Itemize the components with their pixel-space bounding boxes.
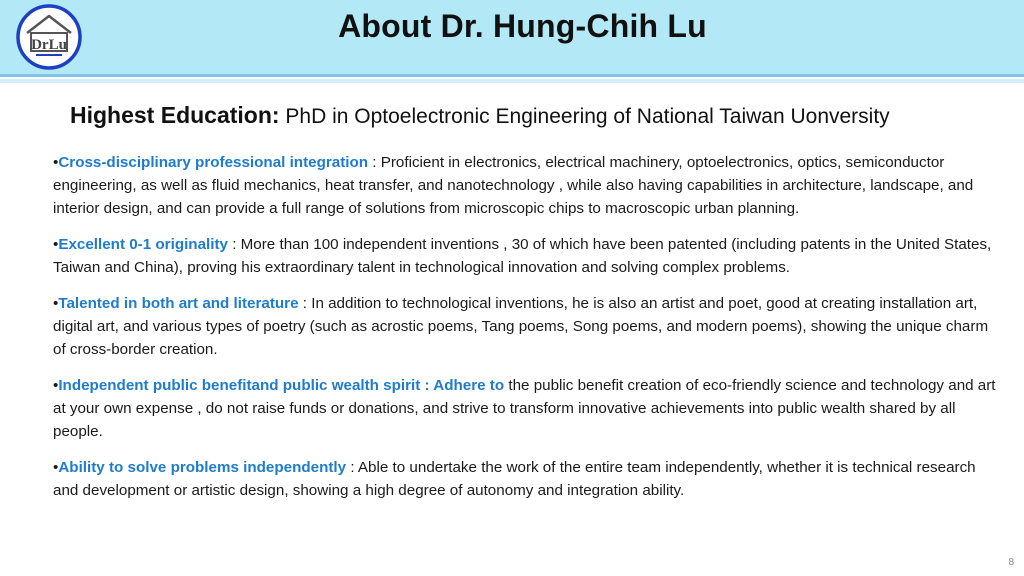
bullet-separator: : [368, 154, 381, 171]
drlu-logo [14, 3, 84, 71]
header-divider [0, 74, 1024, 77]
bullet-heading: Independent public benefitand public wealth spirit : Adhere to [58, 377, 505, 394]
education-line [70, 102, 1000, 129]
bullet-separator: : [298, 295, 312, 312]
logo-text: DrLu [31, 37, 67, 53]
bullet-item: •Cross-disciplinary professional integration : Proficient in electronics, electrical machinery, optoelectronics, optics, semiconductor engineering, as well as fluid mechanics, heat transfer, and nanotechnology , while also having capabilities in architecture, landscape, and interior design, and can provide a full range of solutions from microscopic chips to macroscopic urban planning. [53, 154, 974, 217]
bullet-item: •Talented in both art and literature : In addition to technological inventions, he is also an artist and poet, good at creating installation art, digital art, and various types of poetry (such as acrostic poems, Tang poems, Song poems, and modern poems), showing the unique charm of cross-border creation. [53, 295, 989, 358]
bullet-text: Able to undertake the work of the entire team independently, whether it is technical research and development or artistic design, showing a high degree of autonomy and integration ability. [53, 459, 976, 499]
bullet-item: •Excellent 0-1 originality : More than 100 independent inventions , 30 of which have been patented (including patents in the United States, Taiwan and China), proving his extraordinary talent in technological innovation and solving complex problems. [53, 236, 992, 276]
education-label: Highest Education: [70, 102, 280, 128]
bullet-heading: Excellent 0-1 originality [58, 236, 228, 253]
education-value: PhD in Optoelectronic Engineering of National Taiwan Uonversity [285, 105, 890, 128]
page-number: 8 [1008, 557, 1014, 568]
bullet-item: •Ability to solve problems independently : Able to undertake the work of the entire team independently, whether it is technical research and development or artistic design, showing a high degree of autonomy and integration ability. [53, 459, 976, 499]
bullet-text: More than 100 independent inventions , 30 of which have been patented (including patents in the United States, Taiwan and China), proving his extraordinary talent in technological innovation and solving complex problems. [53, 236, 992, 276]
bullet-heading: Ability to solve problems independently [58, 459, 347, 476]
bullet-list [53, 151, 1003, 515]
bullet-separator: : [227, 236, 241, 253]
bullet-item: •Independent public benefitand public wealth spirit : Adhere to the public benefit creation of eco-friendly science and technology and art at your own expense , do not raise funds or donations, and strive to transform innovative achievements into public wealth shared by all people. [53, 377, 996, 440]
page-title: About Dr. Hung-Chih Lu [338, 8, 707, 44]
bullet-text: Proficient in electronics, electrical machinery, optoelectronics, optics, semiconductor engineering, as well as fluid mechanics, heat transfer, and nanotechnology , while also having capabilities in architecture, landscape, and interior design, and can provide a full range of solutions from microscopic chips to macroscopic urban planning. [53, 154, 974, 217]
bullet-text: the public benefit creation of eco-friendly science and technology and art at your own expense , do not raise funds or donations, and strive to transform innovative achievements into public wealth shared by all people. [53, 377, 996, 440]
bullet-text: In addition to technological inventions, he is also an artist and poet, good at creating installation art, digital art, and various types of poetry (such as acrostic poems, Tang poems, Song poems, and modern poems), showing the unique charm of cross-border creation. [53, 295, 989, 358]
header-divider-light [0, 79, 1024, 83]
bullet-heading: Cross-disciplinary professional integration [58, 154, 369, 171]
bullet-separator: : [346, 459, 358, 476]
bullet-heading: Talented in both art and literature [58, 295, 299, 312]
